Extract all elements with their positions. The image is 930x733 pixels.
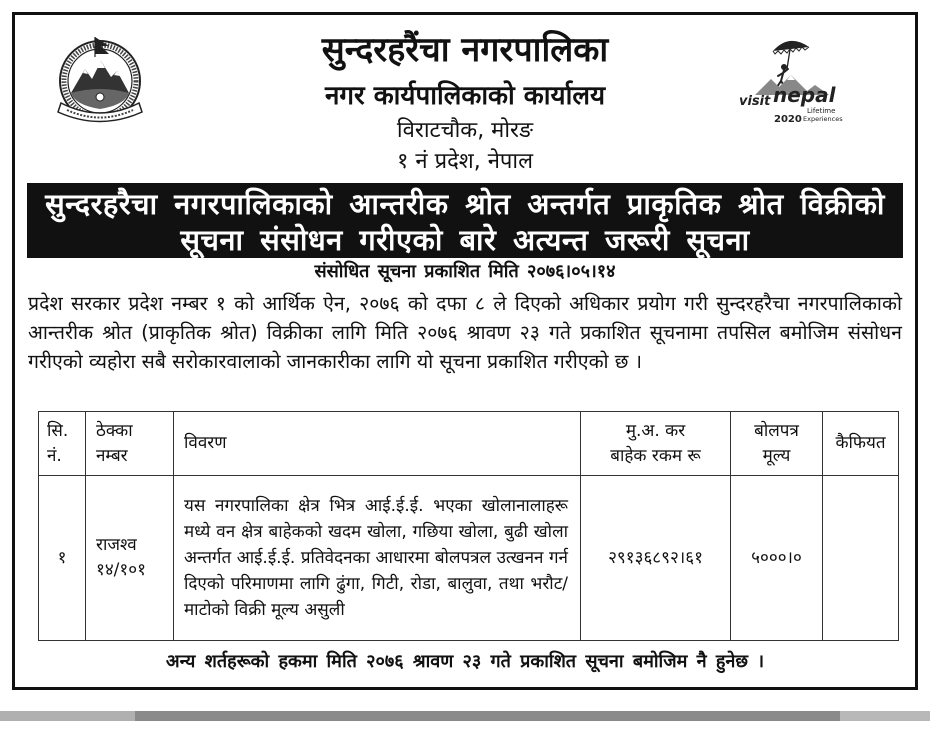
header-bid-price: बोलपत्र मूल्य [731, 412, 823, 476]
bottom-strip-left [0, 711, 135, 721]
header-serial-no: सि. नं. [39, 412, 86, 476]
table-row [39, 476, 899, 641]
tender-table [38, 411, 899, 641]
header-remarks: कैफियत [823, 412, 899, 476]
notice-frame [12, 12, 918, 690]
table-header-row [39, 412, 899, 476]
cell-remarks [823, 476, 899, 641]
header [160, 15, 770, 180]
emblem-svg [55, 35, 145, 125]
header-description: विवरण [174, 412, 581, 476]
cell-serial-no: १ [39, 476, 86, 641]
bottom-strip-middle [135, 711, 840, 721]
logo-word-visit: visit [739, 94, 771, 109]
bottom-strip-right [840, 711, 930, 721]
banner-line-2: सूचना संसोधन गरीएको बारे अत्यन्त जरूरी सूचना [180, 223, 750, 257]
cell-description: यस नगरपालिका क्षेत्र भित्र आई.ई.ई. भएका खोलानालाहरू मध्ये वन क्षेत्र बाहेकको खदम खोला, गछिया खोला, बुढी खोला अन्तर्गत आई.ई.ई. प्रतिवेदनका आधारमा बोलपत्रल उत्खनन गर्न दिएको परिमाणमा लागि ढुंगा, गिटी, रोडा, बालुवा, तथा भरौट/माटोको विक्री मूल्य असुली [174, 476, 581, 641]
office-address: विराटचौक, मोरङ [396, 118, 534, 143]
notice-body-text: प्रदेश सरकार प्रदेश नम्बर १ को आर्थिक ऐन, २०७६ को दफा ८ ले दिएको अधिकार प्रयोग गरी सुन्दरहरैचा नगरपालिकाको आन्तरीक श्रोत (प्राकृतिक श्रोत) विक्रीका लागि मिति २०७६ श्रावण २३ गते प्रकाशित सूचनामा तपसिल बमोजिम संसोधन गरीएको व्यहोरा सबै सरोकारवालाको जानकारीका लागि यो सूचना प्रकाशित गरीएको छ । [28, 292, 902, 373]
header-amount-excl-vat: मु.अ. कर बाहेक रकम रू [581, 412, 731, 476]
cell-bid-price: ५०००।० [731, 476, 823, 641]
cell-contract-no: राजश्व १४/१०१ [86, 476, 174, 641]
municipality-emblem-icon [55, 35, 145, 125]
visit-nepal-logo-svg [737, 35, 857, 130]
banner-line-1: सुन्दरहरैचा नगरपालिकाको आन्तरीक श्रोत अन्तर्गत प्राकृतिक श्रोत विक्रीको [45, 187, 885, 221]
logo-tagline-experiences: Experiences [803, 115, 843, 123]
logo-word-nepal: nepal [773, 83, 836, 107]
office-name: नगर कार्यपालिकाको कार्यालय [324, 81, 606, 111]
notice-banner [27, 183, 903, 258]
footer-note: अन्य शर्तहरूको हकमा मिति २०७६ श्रावण २३ गते प्रकाशित सूचना बमोजिम नै हुनेछ । [165, 651, 765, 672]
municipality-name: सुन्दरहरैंचा नगरपालिका [321, 30, 609, 70]
logo-year: 2020 [774, 114, 802, 125]
province-line: १ नं प्रदेश, नेपाल [396, 149, 534, 174]
visit-nepal-logo [737, 35, 857, 130]
cell-amount-excl-vat: २९१३६८९२।६१ [581, 476, 731, 641]
header-contract-no: ठेक्का नम्बर [86, 412, 174, 476]
logo-tagline-lifetime: Lifetime [807, 107, 836, 115]
revised-publish-date: संसोधित सूचना प्रकाशित मिति २०७६।०५।१४ [314, 261, 616, 282]
parasol-icon [773, 41, 809, 69]
